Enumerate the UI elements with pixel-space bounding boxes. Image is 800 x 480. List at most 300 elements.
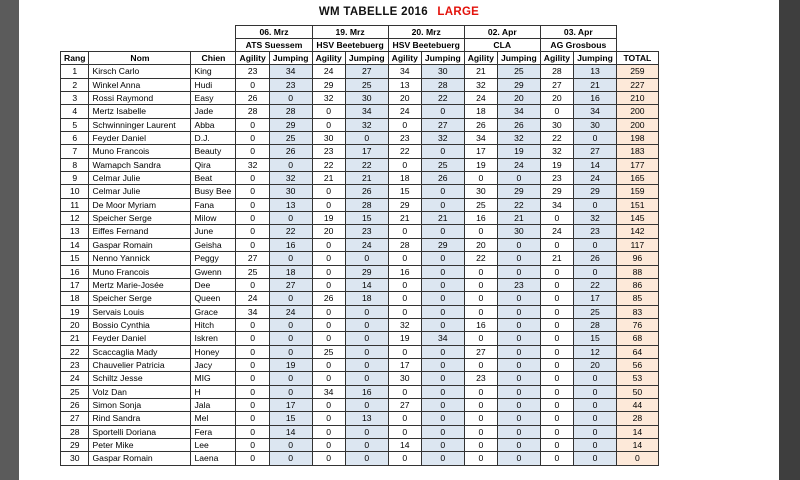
table-row <box>61 132 659 145</box>
dog-cell: Iskren <box>191 332 236 345</box>
total-cell: 86 <box>616 278 658 291</box>
jumping-score-cell: 0 <box>269 385 312 398</box>
agility-score-cell: 14 <box>388 438 421 451</box>
jumping-score-cell: 0 <box>497 398 540 411</box>
agility-score-cell: 17 <box>388 358 421 371</box>
jumping-score-cell: 0 <box>345 398 388 411</box>
name-cell: Muno Francois <box>89 265 191 278</box>
agility-score-cell: 0 <box>388 225 421 238</box>
name-cell: Muno Francois <box>89 145 191 158</box>
jumping-score-cell: 28 <box>574 318 617 331</box>
agility-score-cell: 0 <box>236 318 269 331</box>
jumping-score-cell: 0 <box>269 252 312 265</box>
total-cell: 14 <box>616 438 658 451</box>
rank-cell: 25 <box>61 385 89 398</box>
jumping-score-cell: 21 <box>497 212 540 225</box>
dog-cell: H <box>191 385 236 398</box>
dog-cell: Grace <box>191 305 236 318</box>
name-cell: Mertz Marie-Josée <box>89 278 191 291</box>
agility-score-cell: 34 <box>540 198 573 211</box>
jumping-score-cell: 29 <box>269 118 312 131</box>
agility-score-cell: 0 <box>236 278 269 291</box>
jumping-score-cell: 12 <box>574 345 617 358</box>
total-cell: 165 <box>616 172 658 185</box>
name-cell: Eiffes Fernand <box>89 225 191 238</box>
jumping-score-cell: 29 <box>497 78 540 91</box>
agility-score-cell: 28 <box>540 65 573 78</box>
jumping-score-cell: 29 <box>497 185 540 198</box>
jumping-score-cell: 0 <box>497 438 540 451</box>
dog-cell: Beauty <box>191 145 236 158</box>
agility-score-cell: 27 <box>464 345 497 358</box>
event-venue-row <box>61 39 659 52</box>
jumping-score-cell: 25 <box>421 158 464 171</box>
jumping-score-cell: 0 <box>421 185 464 198</box>
jumping-score-cell: 0 <box>497 238 540 251</box>
event-venue: HSV Beetebuerg <box>312 39 388 52</box>
agility-score-cell: 0 <box>312 198 345 211</box>
table-row <box>61 118 659 131</box>
agility-score-cell: 0 <box>388 452 421 465</box>
dog-cell: Hitch <box>191 318 236 331</box>
agility-score-cell: 16 <box>388 265 421 278</box>
name-cell: Simon Sonja <box>89 398 191 411</box>
agility-score-cell: 23 <box>464 372 497 385</box>
jumping-score-cell: 32 <box>345 118 388 131</box>
rank-cell: 19 <box>61 305 89 318</box>
jumping-score-cell: 0 <box>497 318 540 331</box>
agility-score-cell: 21 <box>388 212 421 225</box>
agility-score-cell: 15 <box>388 185 421 198</box>
agility-score-cell: 29 <box>540 185 573 198</box>
jumping-score-cell: 17 <box>574 292 617 305</box>
agility-score-cell: 30 <box>540 118 573 131</box>
agility-score-cell: 25 <box>464 198 497 211</box>
agility-score-cell: 0 <box>312 398 345 411</box>
jumping-score-cell: 0 <box>421 385 464 398</box>
agility-score-cell: 0 <box>236 438 269 451</box>
table-row <box>61 292 659 305</box>
agility-score-cell: 27 <box>388 398 421 411</box>
agility-score-cell: 0 <box>464 225 497 238</box>
jumping-score-cell: 0 <box>574 265 617 278</box>
jumping-score-cell: 0 <box>497 172 540 185</box>
agility-score-cell: 0 <box>464 438 497 451</box>
name-cell: Gaspar Romain <box>89 452 191 465</box>
agility-score-cell: 30 <box>464 185 497 198</box>
viewer-right-margin <box>779 0 800 480</box>
jumping-score-cell: 0 <box>269 332 312 345</box>
jumping-score-cell: 27 <box>269 278 312 291</box>
jumping-score-cell: 0 <box>269 292 312 305</box>
dog-cell: Dee <box>191 278 236 291</box>
dog-cell: Mel <box>191 412 236 425</box>
jumping-score-cell: 32 <box>421 132 464 145</box>
agility-score-cell: 16 <box>464 212 497 225</box>
jumping-score-cell: 0 <box>345 425 388 438</box>
jumping-score-cell: 23 <box>497 278 540 291</box>
agility-score-cell: 23 <box>236 65 269 78</box>
agility-score-cell: 0 <box>464 452 497 465</box>
jumping-score-cell: 0 <box>345 372 388 385</box>
jumping-score-cell: 23 <box>574 225 617 238</box>
jumping-score-cell: 0 <box>421 412 464 425</box>
rank-cell: 2 <box>61 78 89 91</box>
rank-cell: 18 <box>61 292 89 305</box>
agility-score-cell: 32 <box>388 318 421 331</box>
agility-score-cell: 19 <box>312 212 345 225</box>
rank-cell: 12 <box>61 212 89 225</box>
jumping-score-cell: 0 <box>497 452 540 465</box>
agility-score-cell: 0 <box>312 372 345 385</box>
table-row <box>61 332 659 345</box>
jumping-score-cell: 0 <box>421 278 464 291</box>
agility-score-cell: 0 <box>312 305 345 318</box>
jumping-score-cell: 0 <box>345 305 388 318</box>
rank-cell: 5 <box>61 118 89 131</box>
jumping-score-cell: 22 <box>269 225 312 238</box>
total-cell: 14 <box>616 425 658 438</box>
agility-score-cell: 32 <box>236 158 269 171</box>
dog-cell: Gwenn <box>191 265 236 278</box>
name-cell: Celmar Julie <box>89 172 191 185</box>
jumping-score-cell: 0 <box>421 305 464 318</box>
jumping-score-cell: 0 <box>497 385 540 398</box>
jumping-score-cell: 28 <box>345 198 388 211</box>
jumping-score-cell: 0 <box>421 452 464 465</box>
jumping-score-cell: 0 <box>421 372 464 385</box>
event-date: 02. Apr <box>464 26 540 39</box>
agility-score-cell: 0 <box>236 118 269 131</box>
jumping-score-cell: 22 <box>421 92 464 105</box>
agility-score-cell: 0 <box>312 412 345 425</box>
agility-score-cell: 0 <box>312 265 345 278</box>
jumping-score-cell: 30 <box>345 92 388 105</box>
total-cell: 142 <box>616 225 658 238</box>
agility-score-cell: 0 <box>540 318 573 331</box>
jumping-score-cell: 34 <box>345 105 388 118</box>
name-cell: Rind Sandra <box>89 412 191 425</box>
jumping-score-cell: 0 <box>497 265 540 278</box>
table-row <box>61 438 659 451</box>
dog-cell: Qira <box>191 158 236 171</box>
total-cell: 0 <box>616 452 658 465</box>
jumping-score-cell: 0 <box>269 92 312 105</box>
name-cell: Volz Dan <box>89 385 191 398</box>
dog-cell: June <box>191 225 236 238</box>
jumping-score-cell: 0 <box>497 345 540 358</box>
jumping-score-cell: 0 <box>497 425 540 438</box>
table-row <box>61 198 659 211</box>
dog-cell: Milow <box>191 212 236 225</box>
total-cell: 227 <box>616 78 658 91</box>
rank-cell: 4 <box>61 105 89 118</box>
agility-score-cell: 24 <box>540 225 573 238</box>
jumping-score-cell: 24 <box>269 305 312 318</box>
table-row <box>61 398 659 411</box>
jumping-score-cell: 29 <box>574 185 617 198</box>
agility-score-cell: 34 <box>464 132 497 145</box>
table-row <box>61 238 659 251</box>
jumping-score-cell: 23 <box>269 78 312 91</box>
jumping-score-cell: 15 <box>345 212 388 225</box>
rank-cell: 17 <box>61 278 89 291</box>
jumping-score-cell: 0 <box>421 105 464 118</box>
jumping-score-cell: 0 <box>497 305 540 318</box>
jumping-score-cell: 0 <box>574 438 617 451</box>
agility-score-cell: 0 <box>236 452 269 465</box>
agility-score-cell: 22 <box>388 145 421 158</box>
jumping-score-cell: 0 <box>574 452 617 465</box>
agility-score-cell: 24 <box>312 65 345 78</box>
jumping-score-cell: 0 <box>345 438 388 451</box>
agility-score-cell: 0 <box>540 385 573 398</box>
agility-score-cell: 0 <box>540 292 573 305</box>
jumping-score-cell: 0 <box>421 145 464 158</box>
jumping-score-cell: 0 <box>497 292 540 305</box>
rank-cell: 27 <box>61 412 89 425</box>
jumping-score-cell: 20 <box>574 358 617 371</box>
agility-score-cell: 0 <box>312 332 345 345</box>
agility-score-cell: 0 <box>540 238 573 251</box>
agility-score-cell: 20 <box>312 225 345 238</box>
agility-score-cell: 0 <box>312 105 345 118</box>
jumping-score-cell: 32 <box>574 212 617 225</box>
agility-score-cell: 0 <box>388 425 421 438</box>
agility-score-cell: 19 <box>540 158 573 171</box>
jumping-score-cell: 0 <box>345 358 388 371</box>
dog-cell: Abba <box>191 118 236 131</box>
jumping-score-cell: 0 <box>269 452 312 465</box>
jumping-score-cell: 30 <box>421 65 464 78</box>
jumping-score-cell: 34 <box>269 65 312 78</box>
name-cell: Gaspar Romain <box>89 238 191 251</box>
jumping-score-cell: 0 <box>421 318 464 331</box>
jumping-score-cell: 0 <box>345 452 388 465</box>
total-cell: 68 <box>616 332 658 345</box>
table-row <box>61 225 659 238</box>
jumping-score-cell: 0 <box>421 425 464 438</box>
jumping-score-cell: 0 <box>269 345 312 358</box>
jumping-score-cell: 0 <box>421 292 464 305</box>
total-cell: 64 <box>616 345 658 358</box>
dog-cell: MIG <box>191 372 236 385</box>
total-cell: 159 <box>616 185 658 198</box>
agility-score-cell: 0 <box>312 438 345 451</box>
jumping-score-cell: 27 <box>574 145 617 158</box>
jumping-score-cell: 23 <box>345 225 388 238</box>
agility-score-cell: 34 <box>236 305 269 318</box>
dog-cell: Busy Bee <box>191 185 236 198</box>
name-cell: Chauvelier Patricia <box>89 358 191 371</box>
agility-score-cell: 0 <box>464 172 497 185</box>
event-venue: CLA <box>464 39 540 52</box>
rank-cell: 10 <box>61 185 89 198</box>
table-row <box>61 318 659 331</box>
agility-score-cell: 30 <box>312 132 345 145</box>
agility-score-cell: 0 <box>388 118 421 131</box>
dog-cell: Easy <box>191 92 236 105</box>
table-row <box>61 452 659 465</box>
rank-cell: 20 <box>61 318 89 331</box>
jumping-score-cell: 26 <box>574 252 617 265</box>
agility-score-cell: 0 <box>236 385 269 398</box>
dog-cell: Laena <box>191 452 236 465</box>
agility-score-cell: 0 <box>312 425 345 438</box>
rank-cell: 24 <box>61 372 89 385</box>
jumping-score-cell: 0 <box>497 332 540 345</box>
agility-score-cell: 26 <box>236 92 269 105</box>
agility-score-cell: 21 <box>312 172 345 185</box>
jumping-score-cell: 29 <box>345 265 388 278</box>
jumping-score-cell: 0 <box>421 358 464 371</box>
agility-score-cell: 0 <box>540 265 573 278</box>
name-cell: Scaccaglia Mady <box>89 345 191 358</box>
jumping-score-cell: 20 <box>497 92 540 105</box>
agility-score-cell: 0 <box>236 345 269 358</box>
table-row <box>61 345 659 358</box>
agility-score-cell: 0 <box>388 252 421 265</box>
agility-score-cell: 13 <box>388 78 421 91</box>
rank-cell: 22 <box>61 345 89 358</box>
agility-score-cell: 21 <box>540 252 573 265</box>
rank-cell: 23 <box>61 358 89 371</box>
name-cell: Wamapch Sandra <box>89 158 191 171</box>
jumping-score-cell: 15 <box>574 332 617 345</box>
table-row <box>61 65 659 78</box>
total-cell: 177 <box>616 158 658 171</box>
table-row <box>61 372 659 385</box>
column-header-row <box>61 52 659 65</box>
event-venue: ATS Suessem <box>236 39 312 52</box>
agility-score-cell: 27 <box>540 78 573 91</box>
name-cell: Schwinninger Laurent <box>89 118 191 131</box>
name-cell: Schiltz Jesse <box>89 372 191 385</box>
rank-cell: 9 <box>61 172 89 185</box>
jumping-score-cell: 19 <box>497 145 540 158</box>
jumping-score-cell: 19 <box>269 358 312 371</box>
table-row <box>61 185 659 198</box>
agility-score-cell: 24 <box>464 92 497 105</box>
rank-cell: 11 <box>61 198 89 211</box>
jumping-score-cell: 26 <box>269 145 312 158</box>
jumping-score-cell: 27 <box>421 118 464 131</box>
rank-cell: 6 <box>61 132 89 145</box>
jumping-header: Jumping <box>421 52 464 65</box>
jumping-score-cell: 27 <box>345 65 388 78</box>
agility-score-cell: 0 <box>312 238 345 251</box>
total-cell: 200 <box>616 105 658 118</box>
jumping-score-cell: 32 <box>269 172 312 185</box>
dog-cell: Fana <box>191 198 236 211</box>
agility-score-cell: 30 <box>388 372 421 385</box>
category-label: LARGE <box>437 6 480 18</box>
jumping-score-cell: 13 <box>574 65 617 78</box>
jumping-score-cell: 0 <box>345 345 388 358</box>
jumping-score-cell: 15 <box>269 412 312 425</box>
agility-score-cell: 29 <box>312 78 345 91</box>
jumping-score-cell: 16 <box>269 238 312 251</box>
dog-cell: Beat <box>191 172 236 185</box>
agility-score-cell: 20 <box>540 92 573 105</box>
agility-score-cell: 22 <box>464 252 497 265</box>
agility-score-cell: 24 <box>236 292 269 305</box>
jumping-score-cell: 22 <box>574 278 617 291</box>
agility-score-cell: 26 <box>464 118 497 131</box>
table-row <box>61 385 659 398</box>
jumping-score-cell: 13 <box>345 412 388 425</box>
agility-score-cell: 0 <box>236 198 269 211</box>
agility-score-cell: 0 <box>388 305 421 318</box>
total-cell: 53 <box>616 372 658 385</box>
total-cell: 28 <box>616 412 658 425</box>
jumping-score-cell: 17 <box>269 398 312 411</box>
agility-score-cell: 32 <box>464 78 497 91</box>
agility-score-cell: 34 <box>312 385 345 398</box>
jumping-score-cell: 29 <box>421 238 464 251</box>
jumping-score-cell: 0 <box>497 358 540 371</box>
agility-score-cell: 0 <box>540 332 573 345</box>
jumping-header: Jumping <box>269 52 312 65</box>
name-cell: Feyder Daniel <box>89 132 191 145</box>
total-cell: 76 <box>616 318 658 331</box>
dog-cell: D.J. <box>191 132 236 145</box>
agility-score-cell: 0 <box>540 398 573 411</box>
page-title <box>19 6 779 18</box>
rank-cell: 26 <box>61 398 89 411</box>
agility-score-cell: 0 <box>312 252 345 265</box>
table-row <box>61 425 659 438</box>
dog-cell: Jala <box>191 398 236 411</box>
jumping-score-cell: 25 <box>574 305 617 318</box>
agility-score-cell: 0 <box>236 172 269 185</box>
jumping-score-cell: 0 <box>574 385 617 398</box>
agility-score-cell: 0 <box>540 345 573 358</box>
rank-cell: 7 <box>61 145 89 158</box>
agility-score-cell: 0 <box>388 278 421 291</box>
agility-score-cell: 0 <box>236 398 269 411</box>
event-date: 03. Apr <box>540 26 616 39</box>
total-cell: 210 <box>616 92 658 105</box>
jumping-header: Jumping <box>497 52 540 65</box>
agility-score-cell: 20 <box>388 92 421 105</box>
agility-score-cell: 0 <box>236 372 269 385</box>
agility-score-cell: 0 <box>464 425 497 438</box>
jumping-score-cell: 0 <box>574 372 617 385</box>
agility-score-cell: 0 <box>464 305 497 318</box>
agility-score-cell: 23 <box>540 172 573 185</box>
agility-score-cell: 23 <box>312 145 345 158</box>
agility-score-cell: 0 <box>464 292 497 305</box>
jumping-score-cell: 0 <box>269 438 312 451</box>
agility-score-cell: 0 <box>388 345 421 358</box>
name-header: Nom <box>89 52 191 65</box>
total-cell: 198 <box>616 132 658 145</box>
agility-score-cell: 0 <box>464 358 497 371</box>
agility-score-cell: 24 <box>388 105 421 118</box>
total-cell: 83 <box>616 305 658 318</box>
event-venue: HSV Beetebuerg <box>388 39 464 52</box>
agility-header: Agility <box>540 52 573 65</box>
agility-score-cell: 0 <box>236 412 269 425</box>
event-date: 20. Mrz <box>388 26 464 39</box>
agility-score-cell: 18 <box>464 105 497 118</box>
agility-score-cell: 0 <box>312 118 345 131</box>
rank-cell: 30 <box>61 452 89 465</box>
table-row <box>61 158 659 171</box>
jumping-score-cell: 21 <box>421 212 464 225</box>
agility-score-cell: 21 <box>464 65 497 78</box>
